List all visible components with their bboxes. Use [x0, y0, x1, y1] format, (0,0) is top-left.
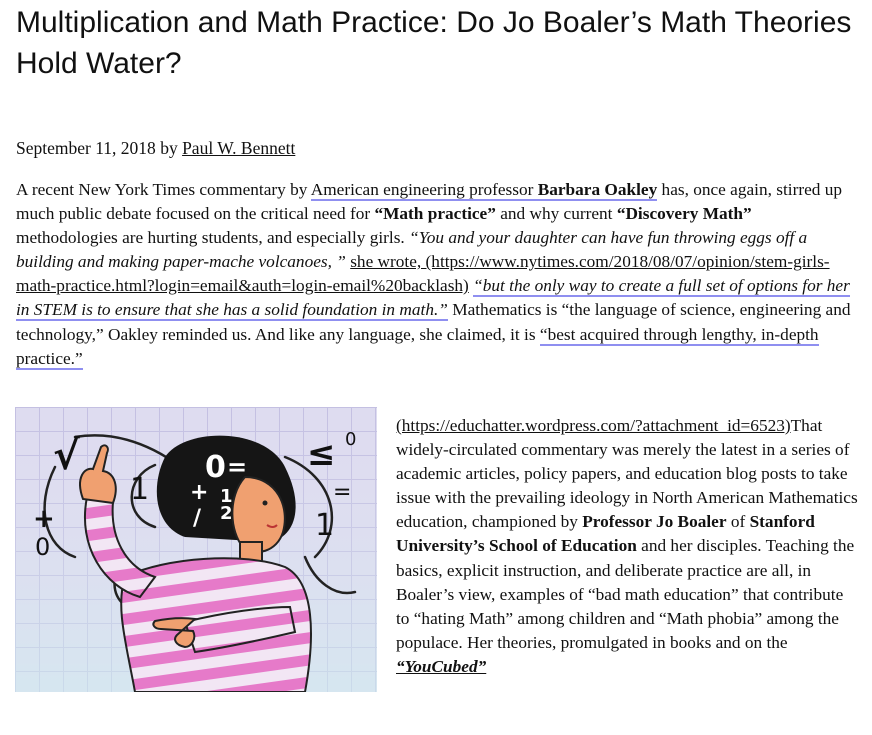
nytimes-link[interactable]: she wrote, (https://www.nytimes.com/2018/08/07/opinion/stem-girls-math-practice.html?login=email&auth=login-email%20backlash)	[16, 252, 830, 296]
discovery-math-term: “Discovery Math”	[616, 204, 752, 224]
hair-half-bottom: 2	[220, 503, 233, 524]
oakley-quote-2: “but the only way to create a full set of options for her in STEM is to ensure that she has a solid foundation in math.”	[16, 276, 850, 320]
stanford-name: Stanford University’s School of Education	[396, 512, 815, 556]
hair-slash: /	[193, 506, 202, 531]
oakley-link-text: American engineering professor	[310, 180, 538, 199]
publish-date: September 11, 2018	[16, 138, 156, 158]
leq-symbol: ≤	[307, 434, 336, 474]
youcubed-text: “YouCubed”	[396, 656, 487, 676]
educhatter-link[interactable]: (https://educhatter.wordpress.com/?attachment_id=6523)	[396, 416, 791, 435]
oakley-quote-1: “You and your daughter can have fun throwing eggs off a building and making paper-mache volcanoes, ”	[16, 228, 808, 272]
byline	[16, 136, 295, 160]
digit-one-right: 1	[315, 508, 335, 543]
sqrt-symbol: √	[53, 433, 80, 479]
math-practice-term: “Math practice”	[374, 204, 496, 224]
side-paragraph	[396, 414, 858, 679]
lead-text-3: and why current	[495, 204, 617, 224]
article-title: Multiplication and Math Practice: Do Jo Boaler’s Math Theories Hold Water?	[16, 6, 852, 80]
hair-half-top: 1	[220, 486, 233, 507]
lead-paragraph	[16, 178, 852, 371]
lead-text-2: has, once again, stirred up much public debate focused on the critical need for	[16, 180, 842, 224]
lead-text-7: Mathematics is “the language of science, engineering and technology,” Oakley reminded us. And like any language, she claimed, it is	[16, 300, 851, 344]
jo-boaler-name: Professor Jo Boaler	[582, 512, 727, 532]
side-text-1: That widely-circulated commentary was merely the latest in a series of academic articles, policy papers, and education blog posts to take issue with the prevailing ideology in North American Mathematics education, championed by	[396, 416, 858, 532]
oakley-name: Barbara Oakley	[537, 180, 658, 199]
digit-one-left: 1	[130, 472, 150, 507]
hair-plus: +	[190, 480, 209, 505]
illustration-svg	[15, 407, 377, 692]
lead-text-4: methodologies are hurting students, and especially girls.	[16, 228, 410, 248]
hair-zero: 0	[205, 450, 226, 485]
side-text-2: of	[726, 512, 750, 532]
side-text-3: and her disciples. Teaching the basics, explicit instruction, and deliberate practice are all, in Boaler’s view, examples of “bad math education” that contribute to “hating Math” among children and “Math phobia” among the populace. Her theories, promulgated in books and on the	[396, 536, 855, 652]
best-acquired-link[interactable]: “best acquired through lengthy, in-depth practice.”	[16, 324, 819, 368]
oakley-link[interactable]	[311, 180, 658, 201]
lead-text-1: A recent New York Times commentary by	[16, 180, 311, 199]
hair-equals: =	[227, 453, 248, 481]
author-link[interactable]: Paul W. Bennett	[182, 138, 296, 158]
plus-symbol-left: +	[33, 504, 55, 534]
equals-right: =	[333, 480, 352, 505]
youcubed-link[interactable]	[396, 657, 486, 676]
by-word: by	[160, 138, 178, 158]
digit-zero-right: 0	[345, 429, 357, 450]
digit-zero-left: 0	[35, 533, 51, 561]
math-girl-illustration[interactable]	[15, 407, 377, 692]
